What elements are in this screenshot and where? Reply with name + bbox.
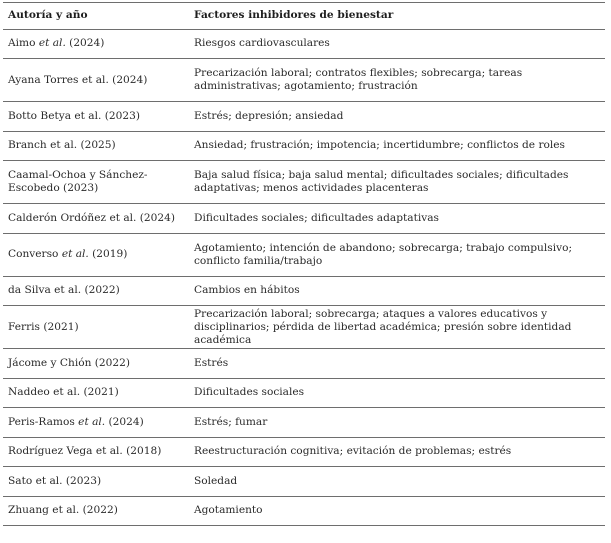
et-al: et al.: [78, 415, 106, 428]
table-row: [3, 349, 605, 379]
table-row: [3, 233, 605, 276]
factors-cell: Reestructuración cognitiva; evitación de problemas; estrés: [188, 437, 605, 467]
factors-cell: Riesgos cardiovasculares: [188, 29, 605, 59]
author-name: Converso: [8, 248, 59, 260]
table-body: [3, 29, 605, 526]
author-year-cell: Zhuang et al. (2022): [3, 496, 188, 526]
factors-cell: Soledad: [188, 467, 605, 497]
year: (2024): [65, 37, 105, 50]
table-row: [3, 306, 605, 349]
author-year-cell: Branch et al. (2025): [3, 131, 188, 161]
table-row: [3, 59, 605, 102]
author-year-cell: da Silva et al. (2022): [3, 276, 188, 306]
author-year-cell: [3, 29, 188, 59]
author-year-cell: Rodríguez Vega et al. (2018): [3, 437, 188, 467]
header-inhibiting-factors: Factores inhibidores de bienestar: [188, 3, 605, 30]
factors-cell: Estrés; fumar: [188, 408, 605, 438]
table-row: [3, 131, 605, 161]
year: (2019): [88, 248, 128, 260]
author-year-cell: Jácome y Chión (2022): [3, 349, 188, 379]
author-year-cell: [3, 233, 188, 276]
table-row: [3, 437, 605, 467]
author-name: Peris-Ramos: [8, 415, 75, 428]
author-year-cell: Sato et al. (2023): [3, 467, 188, 497]
table-row: [3, 467, 605, 497]
table-row: [3, 161, 605, 204]
factors-cell: Estrés: [188, 349, 605, 379]
factors-cell: Cambios en hábitos: [188, 276, 605, 306]
author-year-cell: Caamal-Ochoa y Sánchez-Escobedo (2023): [3, 161, 188, 204]
factors-cell: Agotamiento: [188, 496, 605, 526]
table-row: [3, 204, 605, 234]
table-row: [3, 378, 605, 408]
factors-cell: Ansiedad; frustración; impotencia; incertidumbre; conflictos de roles: [188, 131, 605, 161]
factors-cell: Baja salud física; baja salud mental; dificultades sociales; dificultades adaptativas; menos actividades placenteras: [188, 161, 605, 204]
year: (2024): [105, 415, 144, 428]
table-row: [3, 276, 605, 306]
table-header-row: [3, 3, 605, 30]
et-al: et al.: [38, 37, 66, 50]
author-year-cell: Naddeo et al. (2021): [3, 378, 188, 408]
factors-cell: Agotamiento; intención de abandono; sobrecarga; trabajo compulsivo; conflicto familia/trabajo: [188, 233, 605, 276]
header-author-year: Autoría y año: [3, 3, 188, 30]
factors-cell: Precarización laboral; contratos flexibles; sobrecarga; tareas administrativas; agotamiento; frustración: [188, 59, 605, 102]
factors-cell: Dificultades sociales: [188, 378, 605, 408]
inhibiting-factors-table: [3, 2, 605, 526]
table-row: [3, 408, 605, 438]
author-year-cell: [3, 408, 188, 438]
author-year-cell: Ferris (2021): [3, 306, 188, 349]
factors-cell: Estrés; depresión; ansiedad: [188, 102, 605, 132]
author-year-cell: Botto Betya et al. (2023): [3, 102, 188, 132]
et-al: et al.: [61, 248, 89, 260]
author-year-cell: Ayana Torres et al. (2024): [3, 59, 188, 102]
author-name: Aimo: [8, 37, 36, 50]
table-row: [3, 496, 605, 526]
factors-cell: Dificultades sociales; dificultades adaptativas: [188, 204, 605, 234]
factors-cell: Precarización laboral; sobrecarga; ataques a valores educativos y disciplinarios; pérdida de libertad académica; presión sobre identidad académica: [188, 306, 605, 349]
table-row: [3, 29, 605, 59]
table-row: [3, 102, 605, 132]
author-year-cell: Calderón Ordóñez et al. (2024): [3, 204, 188, 234]
